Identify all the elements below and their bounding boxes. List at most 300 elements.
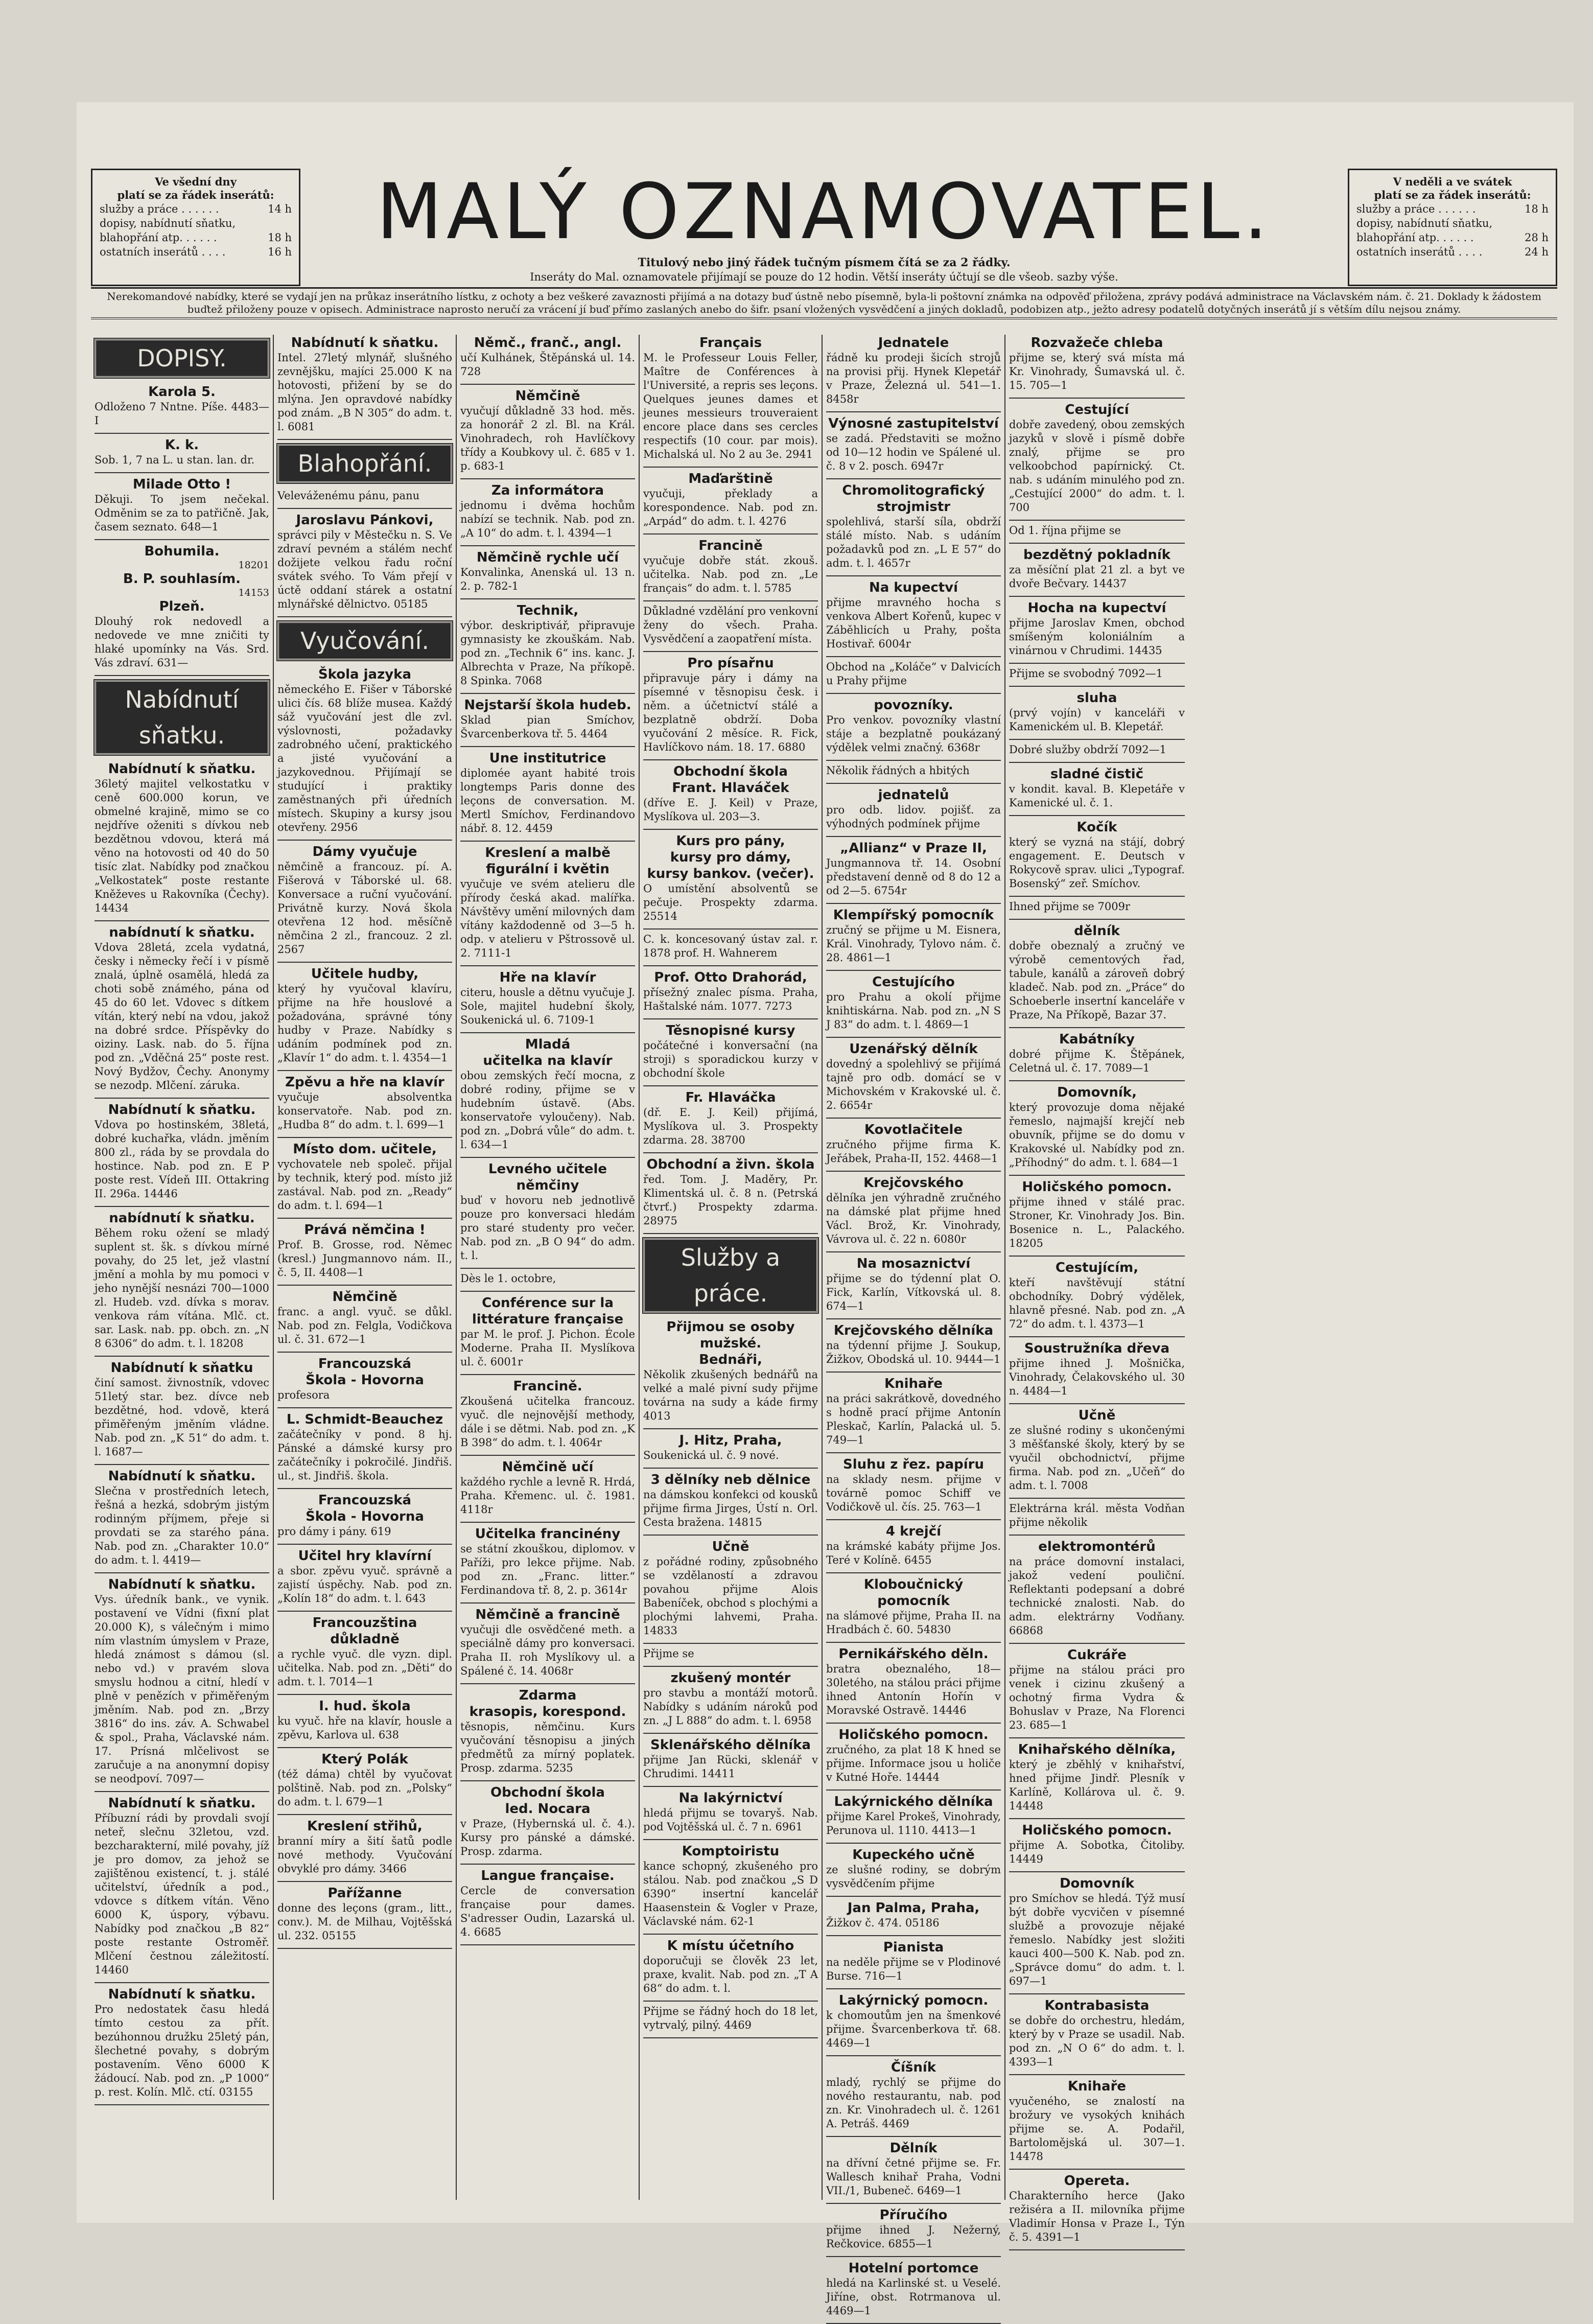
ad-text: pro Prahu a okolí přijme knihtiskárna. Nab. pod zn. „N S J 83“ do adm. t. l. 4869—1 [826, 991, 1001, 1031]
ad-text: (též dáma) chtěl by vyučovat polštině. Nab. pod zn. „Polsky“ do adm. t. l. 679—1 [277, 1768, 452, 1808]
ad-text: M. le Professeur Louis Feller, Maître de Conférences à l'Université, a repris ses leçons. Quelques jeunes dames et jeunes messieurs trouveraient encore place dans ses cercles respectifs (10 cour. par mois). Michalská ul. No 2 au 3e. 2941 [643, 352, 818, 460]
ad-text: řed. Tom. J. Maděry, Pr. Klimentská ul. č. 8 n. (Petrská čtvrť.) Prospekty zdarma. 28975 [643, 1173, 818, 1227]
ad-text: (dř. E. J. Keil) přijímá, Myslíkova ul. 3. Prospekty zdarma. 28. 38700 [643, 1106, 818, 1146]
ad-text: Od 1. října přijme se [1009, 524, 1121, 537]
ad-divider [643, 1085, 818, 1086]
ad-text: franc. a angl. vyuč. se důkl. Nab. pod zn. Felgla, Vodičkova ul. č. 31. 672—1 [277, 1306, 452, 1345]
ad-text: diplomée ayant habité trois longtemps Paris donne des leçons de conversation. M. Mertl Smíchov, Ferdinandovo nábř. 8. 12. 4459 [460, 767, 635, 834]
ad-heading: Učně [1078, 1408, 1116, 1423]
ad-text: v Praze, (Hybernská ul. č. 4.). Kursy pro pánské a dámské. Prosp. zdarma. [460, 1818, 635, 1857]
ad-text: správci pily v Městečku n. S. Ve zdraví pevném a stálém nechť dožijete velkou řadu roční svátek svého. To Vám přejí v úctě oddaní stárek a ostatní mlynářské dělnictvo. 05185 [277, 529, 452, 610]
ad-divider [277, 1407, 452, 1408]
ad-divider [95, 433, 269, 434]
ad-heading: Maďarštině [688, 471, 773, 486]
ad-divider [460, 965, 635, 966]
ad-divider [277, 1285, 452, 1286]
ad-divider [643, 2037, 818, 2038]
ad-text: Intel. 27letý mlynář, slušného zevnějšku, majíci 25.000 K na hotovosti, přižení by se do mlýna. Jen opravdové nabídky pod znám. „B N 305“ do adm. t. l. 6081 [277, 352, 452, 433]
ad-divider [95, 1464, 269, 1465]
rate-row: blahopřání atp. . . . . . 28 h [1356, 231, 1549, 244]
ad-divider [277, 1352, 452, 1353]
ad-divider [277, 962, 452, 963]
ad-divider [826, 836, 1001, 837]
ad-text: zručného přijme firma K. Jeřábek, Praha-II, 152. 4468—1 [826, 1138, 1001, 1165]
ad-text: vyučeného, se znalostí na brožury ve vysokých knihách přijme se. A. Podařil, Bartolomějská ul. 307—1. 14478 [1009, 2095, 1185, 2163]
ad-divider [277, 1747, 452, 1748]
masthead-subtitle: Inseráty do Mal. oznamovatele přijímají se pouze do 12 hodin. Větší inseráty účtují se dle všeob. sazby výše. [530, 271, 1118, 283]
ad-divider [277, 616, 452, 617]
ad-text: Děkuji. To jsem nečekal. Odměnim se za to patřičně. Jak, časem seznato. 648—1 [95, 493, 269, 533]
ad-divider [826, 411, 1001, 412]
ad-heading: Škola jazyka [318, 667, 412, 682]
section-heading-box: Služby a práce. [643, 1238, 818, 1313]
ad-divider [95, 1791, 269, 1792]
ad-text: hledá přijmu se tovaryš. Nab. pod Vojtěšská ul. č. 7 n. 6961 [643, 1807, 818, 1833]
ad-divider [1009, 896, 1185, 897]
ad-divider [95, 472, 269, 473]
ad-text: Několik řádných a hbitých [826, 764, 970, 777]
ad-text: dobře obeznalý a zručný ve výrobě cementových řad, tabule, kanálů a zároveň dobrý kladeč. Nab. pod zn. „Práce“ do Schoeberle insertní kanceláře v Praze, Na Příkopě, Bazar 37. [1009, 940, 1185, 1021]
ad-heading: Holičského pomocn. [1022, 1823, 1172, 1838]
ad-text: Příbuzní rádi by provdali svojí neteř, slečnu 32letou, vzd. bezcharakterní, milé povahy, jíž je pro domov, za jehož se zajištěnou existencí, t. j. stálé učitelství, úředník a pod., vdovce s dítkem vítán. Věno 6000 K, úspory, výbavu. Nabídky pod značkou „B 82“ poste restante Ostroměř. Mlčení čestnou záležitostí. 14460 [95, 1812, 269, 1976]
ad-heading: Dámy vyučuje [312, 844, 417, 859]
ad-divider [826, 1118, 1001, 1119]
ad-heading: Na lakýrnictví [678, 1791, 783, 1806]
ad-code: 18201 [238, 560, 269, 571]
ad-heading: B. P. souhlasím. [123, 571, 241, 587]
ad-heading: Kabátníky [1059, 1032, 1135, 1047]
ad-text: připravuje páry i dámy na písemné v těsnopisu česk. i něm. a účetnictví stálé a bezplatně obdrží. Doba vyučování 2 měsíce. R. Fick, Havlíčkovo nám. 18. 17. 6880 [643, 672, 818, 753]
ad-divider [95, 1356, 269, 1357]
page-title: MALÝ OZNAMOVATEL. [376, 168, 1272, 257]
masthead [316, 169, 1332, 284]
ad-heading: Němč., franč., angl. [474, 335, 622, 351]
ad-divider [643, 651, 818, 652]
ad-heading: Na mosaznictví [856, 1256, 971, 1271]
ad-text: se zadá. Představiti se možno od 10—12 hodin ve Spálené ul. č. 8 v 2. posch. 6947r [826, 432, 1001, 472]
ad-divider [826, 2256, 1001, 2257]
ad-heading: Domovník [1059, 1876, 1135, 1891]
ad-heading: Technik, [517, 603, 579, 618]
ad-text: pro odb. lidov. pojišť. za výhodných podmínek přijme [826, 804, 1001, 830]
ad-divider [460, 1157, 635, 1158]
ad-heading: Kovotlačitele [864, 1122, 963, 1137]
ad-heading: Výnosné zastupitelství [828, 416, 999, 431]
ad-heading: Krejčovského dělníka [833, 1323, 994, 1338]
ad-divider [460, 1602, 635, 1603]
ad-divider [643, 600, 818, 601]
ad-text: a sbor. zpěvu vyuč. správně a zajistí úspěchy. Nab. pod zn. „Kolín 18“ do adm. t. l. 643 [277, 1565, 452, 1605]
ad-text: jednomu i dvěma hochům nabízí se technik. Nab. pod zn. „A 10“ do adm. t. l. 4394—1 [460, 499, 635, 539]
ad-heading: Učně [712, 1539, 749, 1554]
ad-divider [643, 1428, 818, 1429]
ad-divider [643, 1233, 818, 1234]
ad-divider [643, 1535, 818, 1536]
ad-text: par M. le prof. J. Pichon. École Moderne. Praha II. Myslíkova ul. č. 6001r [460, 1328, 635, 1368]
ad-text: přijme A. Sobotka, Čitoliby. 14449 [1009, 1839, 1185, 1865]
ad-text: který provozuje doma nějaké řemeslo, najmajší krejčí neb obuvník, přijme se do domu v Krakovské ul. Nabídky pod zn. „Příhodný“ do adm. t. l. 684—1 [1009, 1101, 1185, 1169]
ad-heading: Klempířský pomocník [833, 908, 994, 923]
ad-text: na sklady nesm. přijme v továrně pomoc Schiff ve Vodičkově ul. čís. 25. 763—1 [826, 1473, 1001, 1513]
ad-divider [826, 2203, 1001, 2204]
ad-heading: Hře na klavír [499, 970, 596, 985]
holiday-rates-sub: platí se za řádek inserátů: [1374, 189, 1531, 201]
ad-divider [826, 1642, 1001, 1643]
ad-text: který je zběhlý v knihařství, hned přijme Jindř. Plesník v Karlíně, Kollárova ul. č. 9. 14448 [1009, 1758, 1185, 1812]
ad-text: dělníka jen výhradně zručného na dámské plat přijme hned Václ. Brož, Kr. Vinohrady, Vávrova ul. č. 22 n. 6080r [826, 1192, 1001, 1245]
ad-divider [1009, 739, 1185, 740]
ad-heading: Škola - Hovorna [306, 1373, 424, 1388]
ad-text: kteří navštěvují státní obchodníky. Dobrý výdělek, hlavně přesné. Nab. pod zn. „A 72“ do adm. t. l. 4373—1 [1009, 1276, 1185, 1330]
ad-divider [826, 1988, 1001, 1989]
ad-heading: Krejčovského [863, 1175, 964, 1191]
ad-divider [643, 1839, 818, 1840]
ad-divider [826, 1372, 1001, 1373]
ad-divider [460, 693, 635, 694]
ad-text: hledá na Karlinské st. u Veselé. Jiříne, obst. Rotrmanova ul. 4469—1 [826, 2277, 1001, 2317]
ad-heading: Nabídnutí k sňatku. [108, 1469, 256, 1484]
ad-text: zručného, za plat 18 K hned se přijme. Informace jsou u holiče v Kutné Hoře. 14444 [826, 1744, 1001, 1783]
ad-divider [1009, 2249, 1185, 2250]
ad-divider [1009, 1643, 1185, 1644]
rate-row: blahopřání atp. . . . . . 18 h [100, 231, 292, 244]
ad-divider [1009, 1737, 1185, 1738]
ad-divider [643, 1786, 818, 1787]
ad-heading: Pařížanne [327, 1886, 402, 1901]
ad-heading: Fr. Hlaváčka [685, 1090, 776, 1105]
ad-heading: Opereta. [1064, 2173, 1130, 2189]
ad-divider [460, 1291, 635, 1292]
ad-heading: Kontrabasista [1044, 1998, 1150, 2013]
ad-heading: Učitele hudby, [311, 966, 419, 982]
ad-divider [95, 675, 269, 676]
ad-text: Slečna v prostředních letech, řešná a hezká, sdobrým jistým rodinným příjmem, přeje si provdati se za starého pána. Nab. pod zn. „Charakter 10.0“ do adm. t. l. 4419— [95, 1485, 269, 1566]
ad-divider [826, 783, 1001, 784]
ad-text: se státní zkouškou, diplomov. v Paříži, pro lekce přijme. Nab. pod zn. „Franc. litter.“ Ferdinandova tř. 8, 2. p. 3614r [460, 1543, 635, 1596]
ad-divider [1009, 1818, 1185, 1819]
ad-divider [460, 1522, 635, 1523]
ad-divider [1009, 2169, 1185, 2170]
ad-divider [277, 439, 452, 440]
rate-row: služby a práce . . . . . . 14 h [100, 203, 292, 215]
rate-row: služby a práce . . . . . . 18 h [1356, 203, 1549, 215]
section-heading-box: DOPISY. [95, 339, 269, 378]
ad-heading: kursy bankov. (večer). [647, 866, 814, 881]
ad-heading: figurální i květin [486, 862, 610, 877]
ad-text: Obchod na „Koláče“ v Dalvicích u Prahy přijme [826, 661, 1001, 687]
ad-heading: Frant. Hlaváček [672, 780, 789, 796]
ad-heading: Conférence sur la littérature française [472, 1295, 624, 1327]
ad-divider [643, 1733, 818, 1734]
ad-text: počátečné i konversační (na stroji) s sporadickou kurzy v obchodní škole [643, 1039, 818, 1079]
ad-heading: sluha [1076, 690, 1117, 706]
ad-heading: Francouzština důkladně [312, 1615, 417, 1647]
ad-text: Pro venkov. povozníky vlastní stáje a bezplatně poukázaný výdělek velmi značný. 6368r [826, 714, 1001, 754]
ad-divider [277, 508, 452, 509]
ad-heading: Jan Palma, Praha, [847, 1900, 980, 1916]
ad-heading: Jednatele [878, 335, 949, 351]
ad-heading: Hocha na kupectví [1027, 600, 1166, 616]
ad-heading: Cestující [1065, 402, 1129, 417]
ad-divider [643, 965, 818, 966]
ad-text: Důkladné vzdělání pro venkovní ženy do všech. Praha. Vysvědčení a zaopatření místa. [643, 605, 818, 645]
ad-column [274, 335, 457, 2200]
ad-text: Elektrárna král. města Vodňan přijme několik [1009, 1502, 1185, 1528]
ad-text: přijme ihned J. Mošnička, Vinohrady, Čelakovského ul. 30 n. 4484—1 [1009, 1357, 1185, 1397]
ad-text: vyučuje dobře stát. zkouš. učitelka. Nab. pod zn. „Le français“ do adm. t. l. 5785 [643, 554, 818, 594]
ad-heading: led. Nocara [505, 1801, 591, 1817]
ad-divider [277, 1488, 452, 1489]
holiday-rates-box [1348, 169, 1557, 286]
ad-heading: dělník [1074, 923, 1120, 939]
ad-divider [460, 1944, 635, 1945]
ad-text: Několik zkušených bednářů na velké a malé pivní sudy přijme továrna na sudy a káde firmy 4013 [643, 1368, 818, 1422]
ad-heading: bezdětný pokladník [1023, 547, 1171, 563]
newspaper-page [77, 102, 1574, 2317]
ad-heading: K místu účetního [667, 1938, 794, 1954]
ad-divider [643, 759, 818, 760]
ad-divider [826, 970, 1001, 971]
ad-heading: Pianista [883, 1940, 944, 1955]
ad-heading: Němčině učí [502, 1459, 594, 1475]
ad-text: kance schopný, zkušeného pro stálou. Nab. pod značkou „S D 6390“ insertní kancelář Haasenstein & Vogler v Praze, Václavské nám. 62-1 [643, 1860, 818, 1927]
ad-text: pro dámy i pány. 619 [277, 1525, 391, 1538]
ad-heading: Cukráře [1067, 1647, 1127, 1663]
administration-notice: Nerekomandové nabídky, které se vydají jen na průkaz inserátního lístku, z ochoty a bez veškeré zavaznosti přijímá a na dotazy buď ústně nebo písemně, byla-li poštovní známka na odpověď přiložena, zprávy podává administrace na Václavském nám. č. 21. Doklady k žádostem buďtež přiloženy pouze v opisech. Administrace naprosto neručí za vrácení jí buď přímo zaslaných anebo do šifr. psaní vložených vysvědčení a jiných dokladů, podobizen atp., ježto adresy podatelů dotyčných inserátů jí s větším dílu nejsou známy. [91, 287, 1557, 319]
rate-row: ostatních inserátů . . . . 16 h [100, 246, 292, 258]
ad-heading: Přijmou se osoby mužské. [666, 1319, 795, 1351]
ad-divider [1009, 686, 1185, 687]
weekday-rates-box [91, 169, 300, 286]
ad-divider [460, 1268, 635, 1269]
ad-text: začátečníky v pond. 8 hj. Pánské a dámské kursy pro začátečníky i pokročilé. Jindřiš. ul., st. Jindřiš. škola. [277, 1428, 452, 1482]
ad-heading: Zpěvu a hře na klavír [285, 1075, 444, 1090]
ad-heading: Dělník [889, 2141, 938, 2156]
ad-heading: Němčině a francině [475, 1607, 620, 1622]
ad-text: za měsíční plat 21 zl. a byt ve dvoře Bečvary. 14437 [1009, 564, 1185, 590]
ad-heading: Kurs pro pány, [676, 833, 785, 849]
ad-heading: Nabídnutí k sňatku. [108, 1102, 256, 1118]
ad-text: každého rychle a levně R. Hrdá, Praha. Křemenc. ul. č. 1981. 4118r [460, 1476, 635, 1516]
ad-heading: Němčině [332, 1289, 397, 1305]
ad-heading: Obchodní škola [673, 764, 788, 779]
ad-divider [95, 1572, 269, 1573]
ad-heading: Hotelní portomce [848, 2261, 979, 2276]
ad-heading: Prává němčina ! [304, 1222, 426, 1238]
ad-text: řádně ku prodeji šicích strojů na provisi přij. Hynek Klepetář v Praze, Železná ul. 541—1. 8458r [826, 352, 1001, 405]
ad-text: vyučuji dle osvědčené meth. a speciálně dámy pro konversaci. Praha II. roh Myslíkovy ul. a Spálené č. 14. 4068r [460, 1623, 635, 1677]
ad-heading: Cestujícího [872, 974, 955, 990]
ad-divider [1009, 1027, 1185, 1028]
ad-text: zručný se přijme u M. Eisnera, Král. Vinohrady, Tylovo nám. č. 28. 4861—1 [826, 924, 1001, 964]
ad-heading: Chromolitografický strojmistr [842, 483, 985, 515]
ad-text: vyučují důkladně 33 hod. měs. za honorář 2 zl. Bl. na Král. Vinohradech, roh Havlíčkovy třídy a Koubkovy ul. č. 685 v 1. p. 683-1 [460, 405, 635, 472]
ad-divider [826, 1171, 1001, 1172]
ad-text: Žižkov č. 474. 05186 [826, 1917, 940, 1929]
ad-heading: Holičského pomocn. [1022, 1179, 1172, 1195]
ad-text: němčině a francouz. pí. A. Fišerová v Táborské ul. 68. Konversace a ruční vyučování. Privátně kurzy. Nová škola otevřena 12 hod. měsíčně němčina 2 zl., francouz. 2 zl. 2567 [277, 861, 452, 956]
ad-heading: Lakýrnického dělníka [834, 1794, 993, 1809]
ad-heading: Knihařského dělníka, [1018, 1742, 1176, 1757]
ad-divider [643, 1468, 818, 1469]
ad-text: na dámskou konfekci od kousků přijme firma Jirges, Ústí n. Orl. Cesta bražena. 14815 [643, 1489, 818, 1528]
ad-divider [826, 1723, 1001, 1724]
ad-heading: I. hud. škola [319, 1699, 411, 1714]
ad-divider [826, 1452, 1001, 1453]
ad-divider [826, 1896, 1001, 1897]
ad-heading: Kupeckého učně [852, 1847, 975, 1863]
ad-text: na práce domovní instalaci, jakož vedení pouliční. Reflektanti podepsaní a dobré technické znalosti. Nab. do adm. elektrárny Vodňany. 66868 [1009, 1555, 1185, 1637]
ad-divider [643, 1934, 818, 1935]
ad-heading: 4 krejčí [885, 1524, 942, 1539]
ad-text: pro stavbu a montáží motorů. Nabídky s udáním nároků pod zn. „J L 888“ do adm. t. l. 6958 [643, 1687, 818, 1727]
ad-heading: nabídnutí k sňatku. [109, 925, 255, 940]
ad-text: přijme ihned v stálé prac. Stroner, Kr. Vinohrady Jos. Bin. Bosenice n. L., Palackého. 18205 [1009, 1196, 1185, 1249]
classified-columns [91, 335, 1557, 2317]
ad-heading: Místo dom. učitele, [293, 1142, 437, 1157]
ad-column [91, 335, 274, 2200]
ad-text: Přijme se řádný hoch do 18 let, vytrvalý, pilný. 4469 [643, 2005, 818, 2031]
ad-code: 14153 [238, 587, 269, 598]
ad-text: Jungmannova tř. 14. Osobní představení denně od 8 do 12 a od 2—5. 6754r [826, 857, 1001, 897]
ad-divider [277, 1218, 452, 1219]
ad-heading: kursy pro dámy, [670, 850, 791, 865]
ad-text: (prvý vojín) v kanceláři v Kamenickém ul. B. Klepetář. [1009, 707, 1185, 733]
ad-heading: učitelka na klavír [483, 1053, 613, 1068]
ad-text: přijme se do týdenní plat O. Fick, Karlín, Vítkovská ul. 8. 674—1 [826, 1272, 1001, 1312]
ad-heading: Jaroslavu Pánkovi, [296, 513, 434, 528]
ad-divider [826, 1519, 1001, 1520]
ad-text: z pořádné rodiny, způsobného se vzdělaností a zdravou povahou přijme Alois Babeníček, obchod s plochými a plochými lahvemi, Praha. 14833 [643, 1555, 818, 1637]
ad-text: na krámské kabáty přijme Jos. Teré v Kolíně. 6455 [826, 1540, 1001, 1566]
ad-divider [826, 1572, 1001, 1573]
ad-heading: Číšník [891, 2060, 936, 2075]
rate-row: dopisy, nabídnutí sňatku, [1356, 217, 1493, 229]
section-heading-box: Nabídnutí sňatku. [95, 680, 269, 755]
ad-divider [1009, 1336, 1185, 1337]
ad-heading: Plzeň. [159, 599, 205, 614]
ad-text: těsnopis, němčinu. Kurs vyučování těsnopisu a jiných předmětů za mírný poplatek. Prosp. zdarma. 5235 [460, 1721, 635, 1774]
ad-divider [1009, 520, 1185, 521]
ad-heading: Francině [698, 538, 763, 553]
ad-divider [643, 1152, 818, 1153]
ad-heading: Zdarma [519, 1688, 577, 1703]
ad-divider [826, 1790, 1001, 1791]
ad-heading: Holičského pomocn. [838, 1727, 989, 1742]
ad-text: německého E. Fišer v Táborské ulici čís. 68 blíže musea. Každý sáž vyučování jest dle zvl. výslovnosti, požadavky zadrobného učení, praktického a jisté vyučování a jazykovednou. Přijímají se studující i praktiky zaměstnaných při úředních místech. Skupiny a kursy jsou otevřeny. 2956 [277, 683, 452, 833]
ad-heading: Obchodní a živn. škola [646, 1157, 815, 1172]
ad-text: spolehlivá, starší síla, obdrží stálé místo. Nab. s udáním požadavků pod zn. „L E 57“ do adm. t. l. 4657r [826, 516, 1001, 569]
ad-text: vyučuje absolventka konservatoře. Nab. pod zn. „Hudba 8“ do adm. t. l. 699—1 [277, 1091, 452, 1131]
ad-divider [643, 1666, 818, 1667]
ad-divider [460, 384, 635, 385]
ad-text: Pro nedostatek času hledá tímto cestou za přít. bezúhonnou družku 25letý pán, šlechetné povahy, s dobrým postavením. Věno 6000 K žádoucí. Nab. pod zn. „P 1000“ p. rest. Kolín. Mlč. ctí. 03155 [95, 2003, 269, 2098]
rate-row: dopisy, nabídnutí sňatku, [100, 217, 236, 229]
ad-text: se dobře do orchestru, hledám, který by v Praze se usadil. Nab. pod zn. „N O 6“ do adm. t. l. 4393—1 [1009, 2014, 1185, 2068]
ad-text: dobré přijme K. Štěpánek, Celetná ul. č. 17. 7089—1 [1009, 1048, 1185, 1074]
ad-heading: Karola 5. [148, 384, 216, 400]
ad-divider [277, 1814, 452, 1815]
ad-divider [460, 1780, 635, 1781]
ad-text: vyučuji, překlady a korespondence. Nab. pod zn. „Arpád“ do adm. t. l. 4276 [643, 487, 818, 527]
ad-text: Sklad pian Smíchov, Švarcenberkova tř. 5. 4464 [460, 714, 635, 740]
ad-divider [277, 1544, 452, 1545]
ad-text: Soukenická ul. č. 9 nové. [643, 1449, 779, 1461]
ad-heading: Těsnopisné kursy [666, 1023, 795, 1038]
holiday-rates-heading: V neděli a ve svátek [1393, 175, 1512, 188]
ad-heading: Nabídnutí k sňatku. [108, 761, 256, 777]
ad-heading: Za informátora [491, 483, 604, 498]
ad-divider [643, 829, 818, 830]
ad-divider [277, 1070, 452, 1071]
ad-heading: Na kupectví [869, 580, 958, 595]
ad-divider [1009, 1871, 1185, 1872]
ad-heading: Kreslení a malbě [485, 845, 611, 861]
ad-heading: Francouzská [318, 1356, 412, 1372]
ad-divider [1009, 919, 1185, 920]
ad-heading: Kreslení střihů, [307, 1819, 423, 1834]
ad-heading: Lakýrnický pomocn. [838, 1993, 989, 2008]
ad-divider [460, 1683, 635, 1684]
ad-text: Zkoušená učitelka francouz. vyuč. dle nejnovější methody, dále i se dětmi. Nab. pod zn. „K B 398“ do adm. t. l. 4064r [460, 1395, 635, 1449]
ad-divider [826, 1251, 1001, 1252]
ad-divider [277, 1137, 452, 1138]
ad-divider [826, 903, 1001, 904]
ad-divider [826, 1843, 1001, 1844]
ad-heading: Nabídnutí k sňatku. [108, 1987, 256, 2002]
ad-divider [95, 1098, 269, 1099]
ad-heading: Sklenářského dělníka [650, 1737, 811, 1753]
ad-divider [643, 1643, 818, 1644]
ad-heading: Škola - Hovorna [306, 1509, 424, 1524]
rate-row: ostatních inserátů . . . . 24 h [1356, 246, 1549, 258]
ad-text: Vdova 28letá, zcela vydatná, česky i německy řečí i v písmě znalá, úplně osamělá, hledá za choti sobě známého, pána od 45 do 60 let. Vdovec s dítkem vítán, který nebí na vdou, jakož na dobré srdce. Příspěvky do oiziny. Lask. nab. do 5. října pod zn. „Vděčná 25“ poste rest. Nový Bydžov, Čechy. Anonymy se nezodp. Mlčení. záruka. [95, 941, 269, 1091]
ad-heading: Kočík [1076, 820, 1117, 835]
ad-divider [460, 545, 635, 546]
ad-divider [95, 1982, 269, 1983]
ad-heading: J. Hitz, Praha, [679, 1433, 782, 1448]
ad-text: Dobré služby obdrží 7092—1 [1009, 743, 1166, 756]
ad-divider [1009, 398, 1185, 399]
ad-text: O umístění absolventů se pečuje. Prospekty zdarma. 25514 [643, 882, 818, 922]
ad-text: buď v hovoru neb jednotlivě pouze pro konversaci hledám pro staré studenty pro večer. Nab. pod zn. „B O 94“ do adm. t. l. [460, 1194, 635, 1262]
ad-heading: Francině. [513, 1379, 582, 1394]
ad-divider [643, 928, 818, 929]
ad-text: na neděle přijme se v Plodinové Burse. 716—1 [826, 1956, 1001, 1982]
ad-divider [826, 1037, 1001, 1038]
ad-divider [1009, 1080, 1185, 1081]
ad-heading: Nejstarší škola hudeb. [464, 698, 631, 713]
ad-divider [643, 1018, 818, 1019]
section-heading-box: Blahopřání. [277, 444, 452, 483]
ad-text: k chomoutům jen na šmenkové přijme. Švarcenberkova tř. 68. 4469—1 [826, 2009, 1001, 2049]
ad-divider [643, 467, 818, 468]
ad-text: Vdova po hostinském, 38letá, dobré kuchařka, vládn. jměním 800 zl., ráda by se provdala do hostince. Nab. pod zn. E P poste rest. Vídeň III. Ottakring II. 296a. 14446 [95, 1119, 269, 1200]
ad-text: přijme Jaroslav Kmen, obchod smíšeným koloniálním a vinárnou v Chrudimi. 14435 [1009, 617, 1185, 657]
ad-text: doporučuji se člověk 23 let, praxe, kvalit. Nab. pod zn. „T A 68“ do adm. t. l. [643, 1955, 818, 1994]
ad-heading: elektromontérů [1038, 1539, 1156, 1554]
ad-text: ze slušné rodiny, se dobrým vysvědčením přijme [826, 1864, 1001, 1890]
ad-divider [277, 840, 452, 841]
ad-text: který se vyzná na stájí, dobrý engagement. E. Deutsch v Rokycově sprav. ulici „Typograf. Bosenský“ zeř. Smíchov. [1009, 836, 1185, 890]
ad-heading: krasopis, korespond. [469, 1704, 626, 1719]
ad-heading: Langue française. [481, 1868, 615, 1884]
ad-text: přijme ihned J. Nežerný, Rečkovice. 6855—1 [826, 2224, 1001, 2250]
ad-heading: Bohumila. [144, 544, 220, 559]
ad-text: Konvalinka, Anenská ul. 13 n. 2. p. 782-1 [460, 566, 635, 592]
ad-heading: Soustružníka dřeva [1024, 1341, 1170, 1356]
ad-text: bratra obeznalého, 18—30letého, na stálou práci přijme ihned Antonín Hořín v Moravské Ostravě. 14446 [826, 1663, 1001, 1716]
